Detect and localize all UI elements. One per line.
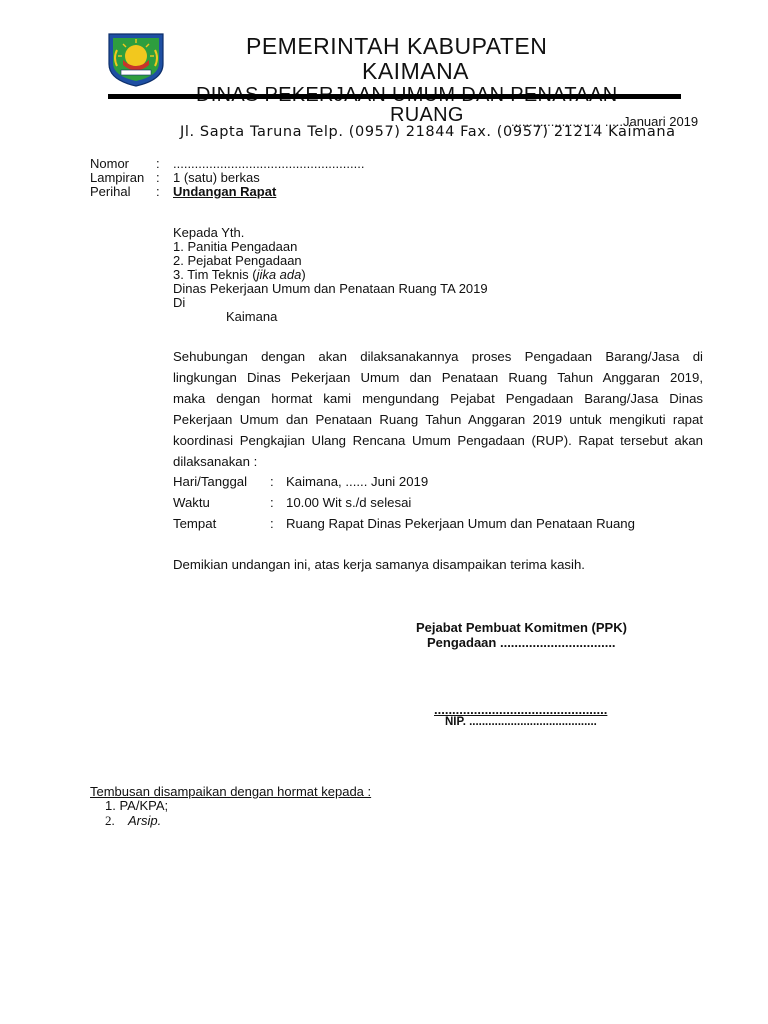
body-paragraph — [173, 346, 703, 472]
cc-item-2-number: 2. — [105, 813, 115, 828]
perihal-label: Perihal — [90, 184, 131, 199]
nomor-label: Nomor — [90, 156, 130, 171]
recipient-di: Di — [173, 295, 186, 310]
nomor-colon: : — [156, 156, 160, 171]
hari-colon: : — [270, 474, 274, 489]
recipient-item-3: 3. Tim Teknis (jika ada) — [173, 267, 306, 282]
waktu-label: Waktu — [173, 495, 210, 510]
letterhead-address: Jl. Sapta Taruna Telp. (0957) 21844 Fax. (0957) 21214 Kaimana — [180, 124, 676, 140]
waktu-colon: : — [270, 495, 274, 510]
perihal-colon: : — [156, 184, 160, 199]
kabupaten-kaimana-logo — [103, 30, 169, 88]
signature-title: Pejabat Pembuat Komitmen (PPK) — [416, 620, 627, 635]
letterhead-regency: KAIMANA — [362, 58, 470, 84]
recipient-greeting: Kepada Yth. — [173, 225, 245, 240]
tempat-colon: : — [270, 516, 274, 531]
recipient-city: Kaimana — [226, 309, 278, 324]
signature-nip: NIP. ........................................ — [445, 716, 597, 728]
lampiran-colon: : — [156, 170, 160, 185]
nomor-value: ..................................................... — [173, 156, 365, 171]
cc-item-1: 1. PA/KPA; — [105, 798, 169, 813]
body-line: lingkungan Dinas Pekerjaan Umum dan Penataan Ruang Tahun Anggaran 2019, — [173, 370, 703, 385]
closing-sentence: Demikian undangan ini, atas kerja samanya disampaikan terima kasih. — [173, 557, 585, 572]
body-line: dilaksanakan : — [173, 454, 258, 469]
tempat-label: Tempat — [173, 516, 217, 531]
tempat-value: Ruang Rapat Dinas Pekerjaan Umum dan Penataan Ruang — [286, 516, 635, 531]
body-line: maka dengan hormat kami mengundang Pejabat Pengadaan Barang/Jasa Dinas — [173, 391, 703, 406]
lampiran-value: 1 (satu) berkas — [173, 170, 260, 185]
letterhead-agency-cont: RUANG — [390, 104, 464, 126]
cc-item-2-text: Arsip. — [128, 813, 162, 828]
perihal-value: Undangan Rapat — [173, 184, 277, 199]
body-line: Sehubungan dengan akan dilaksanakannya proses Pengadaan Barang/Jasa di — [173, 349, 703, 364]
signature-name: ................................................ — [434, 702, 608, 717]
hari-label: Hari/Tanggal — [173, 474, 248, 489]
signature-subtitle: Pengadaan ................................ — [427, 635, 616, 650]
recipient-item-1: 1. Panitia Pengadaan — [173, 239, 298, 254]
recipient-item-2: 2. Pejabat Pengadaan — [173, 253, 302, 268]
lampiran-label: Lampiran — [90, 170, 145, 185]
letterhead-divider — [108, 94, 681, 99]
waktu-value: 10.00 Wit s./d selesai — [286, 495, 412, 510]
body-line: Pekerjaan Umum dan Penataan Ruang Tahun Anggaran 2019 untuk mengikuti rapat — [173, 412, 703, 427]
hari-value: Kaimana, ...... Juni 2019 — [286, 474, 429, 489]
letterhead-government: PEMERINTAH KABUPATEN — [246, 33, 548, 59]
letter-date: ......................... .....Januari 2019 — [511, 114, 699, 129]
recipient-office: Dinas Pekerjaan Umum dan Penataan Ruang TA 2019 — [173, 281, 488, 296]
cc-heading: Tembusan disampaikan dengan hormat kepada : — [90, 784, 372, 799]
body-line: koordinasi Pengkajian Ulang Rencana Umum Pengadaan (RUP). Rapat tersebut akan — [173, 433, 703, 448]
